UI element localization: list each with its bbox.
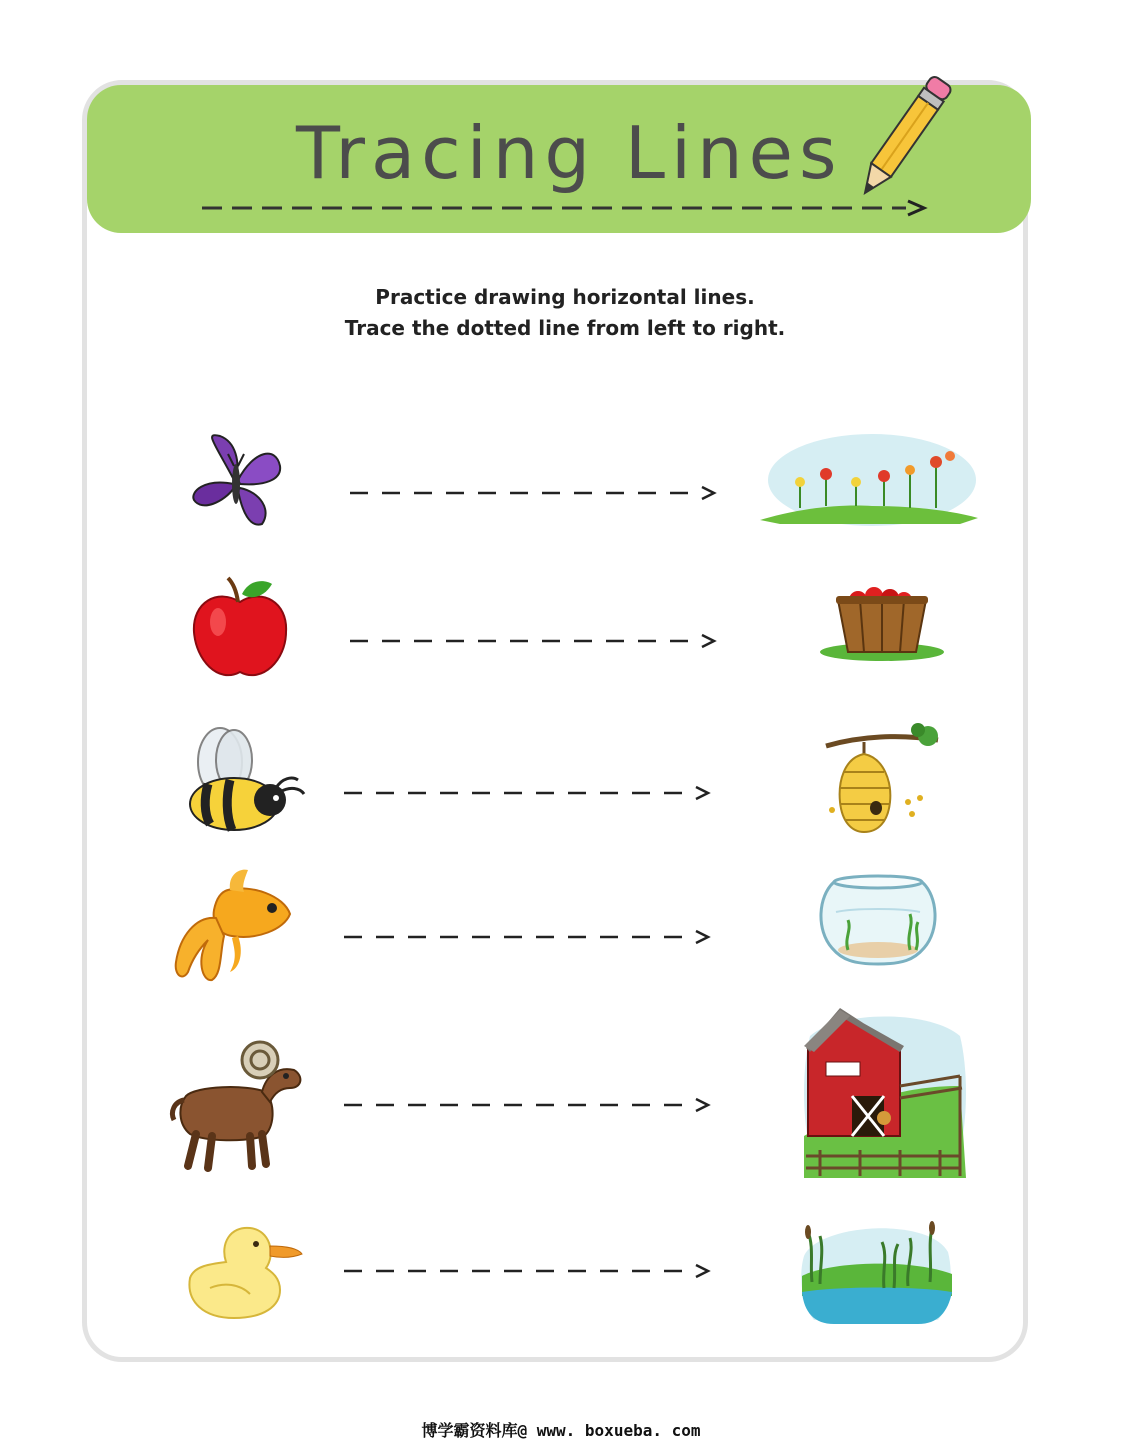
tracing-line-1[interactable]: [346, 484, 726, 502]
duckling-icon: [180, 1218, 308, 1322]
title-underline-arrow: [196, 196, 936, 220]
pencil-icon: [840, 68, 960, 218]
pond-icon: [798, 1216, 954, 1326]
page-title: Tracing Lines: [296, 111, 843, 195]
barn-icon: [800, 1006, 970, 1186]
instruction-line-2: Trace the dotted line from left to right.: [344, 316, 786, 340]
goldfish-icon: [168, 866, 298, 988]
tracing-line-2[interactable]: [346, 632, 726, 650]
apple-icon: [188, 574, 292, 684]
ram-icon: [166, 1036, 306, 1174]
flower-meadow-icon: [760, 428, 980, 528]
fishbowl-icon: [814, 872, 944, 968]
butterfly-icon: [184, 432, 288, 532]
apple-basket-icon: [818, 584, 948, 664]
bee-icon: [186, 724, 310, 834]
tracing-line-3[interactable]: [340, 784, 720, 802]
tracing-line-4[interactable]: [340, 928, 720, 946]
beehive-icon: [820, 722, 944, 838]
tracing-line-5[interactable]: [340, 1096, 720, 1114]
tracing-line-6[interactable]: [340, 1262, 720, 1280]
footer-watermark: 博学霸资料库@ www. boxueba. com: [421, 1421, 701, 1440]
instruction-line-1: Practice drawing horizontal lines.: [375, 285, 755, 309]
instructions: [200, 282, 930, 344]
